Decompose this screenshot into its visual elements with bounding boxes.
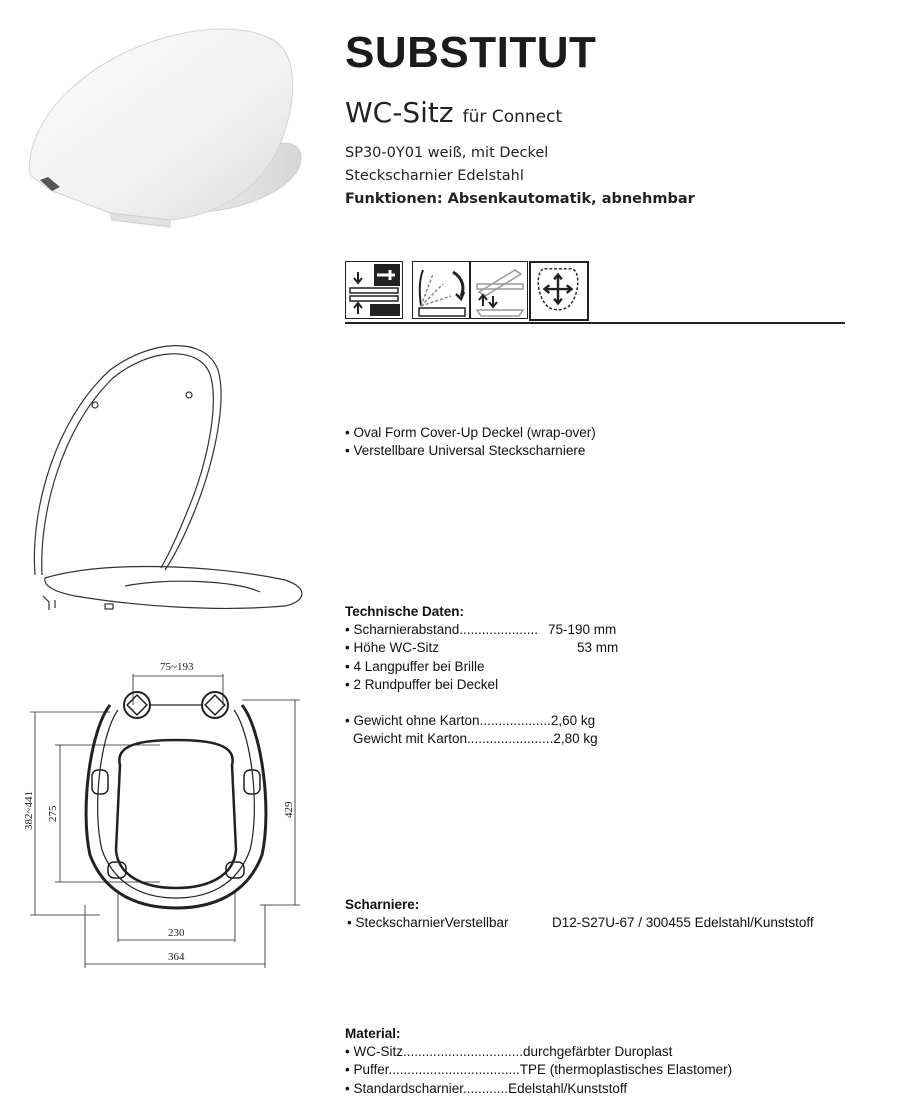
features-list [345, 424, 596, 460]
tech-row: • Scharnierabstand..................... 75-190 mm [345, 622, 617, 638]
functions-line: Funktionen: Absenkautomatik, abnehmbar [345, 191, 695, 207]
dim-width-label: 364 [168, 951, 185, 963]
technical-section [345, 603, 619, 748]
tech-row: • Höhe WC-Sitz 53 mm [345, 640, 619, 656]
hinge-line: Steckscharnier Edelstahl [345, 168, 524, 184]
material-row: • Puffer...................................TPE (thermoplastisches Elastomer) [345, 1062, 733, 1078]
feature-item: • Oval Form Cover-Up Deckel (wrap-over) [345, 425, 596, 440]
feature-item: • Verstellbare Universal Steckscharniere [345, 443, 586, 459]
technical-heading: Technische Daten: [345, 604, 465, 619]
quick-release-icon [470, 261, 528, 319]
product-name: WC-Sitz [345, 96, 454, 129]
dim-inner-width-label: 230 [168, 927, 185, 939]
tech-bullet: • 4 Langpuffer bei Brille [345, 658, 485, 674]
function-icons [345, 261, 845, 325]
dim-left-label: 382~441 [23, 791, 35, 830]
header-divider [345, 322, 845, 324]
hinges-heading: Scharniere: [345, 897, 420, 912]
product-for: für Connect [462, 107, 563, 127]
side-view-drawing [15, 340, 315, 625]
weight-row: • Gewicht ohne Karton...................2,60 kg [345, 713, 596, 729]
article-line: SP30-0Y01 weiß, mit Deckel [345, 145, 549, 161]
dim-right-label: 429 [283, 801, 295, 818]
material-heading: Material: [345, 1026, 401, 1041]
hinges-section [345, 896, 845, 932]
page-title: SUBSTITUT [345, 28, 597, 77]
top-view-drawing [10, 650, 310, 975]
product-photo [20, 15, 310, 245]
product-subtitle [345, 96, 562, 129]
material-row: • WC-Sitz................................durchgefärbter Duroplast [345, 1044, 673, 1060]
material-section [345, 1025, 732, 1098]
weight-row: Gewicht mit Karton.......................2,80 kg [353, 731, 598, 747]
dim-inner-label: 275 [47, 805, 59, 822]
adjustable-hinge-icon [529, 261, 589, 321]
lid-lowering-icon [412, 261, 470, 319]
tech-bullet: • 2 Rundpuffer bei Deckel [345, 676, 499, 692]
material-row: • Standardscharnier............Edelstahl/Kunststoff [345, 1080, 628, 1096]
dim-top-label: 75~193 [160, 661, 194, 673]
soft-close-removable-icon [345, 261, 403, 319]
hinge-row: • SteckscharnierVerstellbar D12-S27U-67 / 300455 Edelstahl/Kunststoff [347, 915, 814, 931]
